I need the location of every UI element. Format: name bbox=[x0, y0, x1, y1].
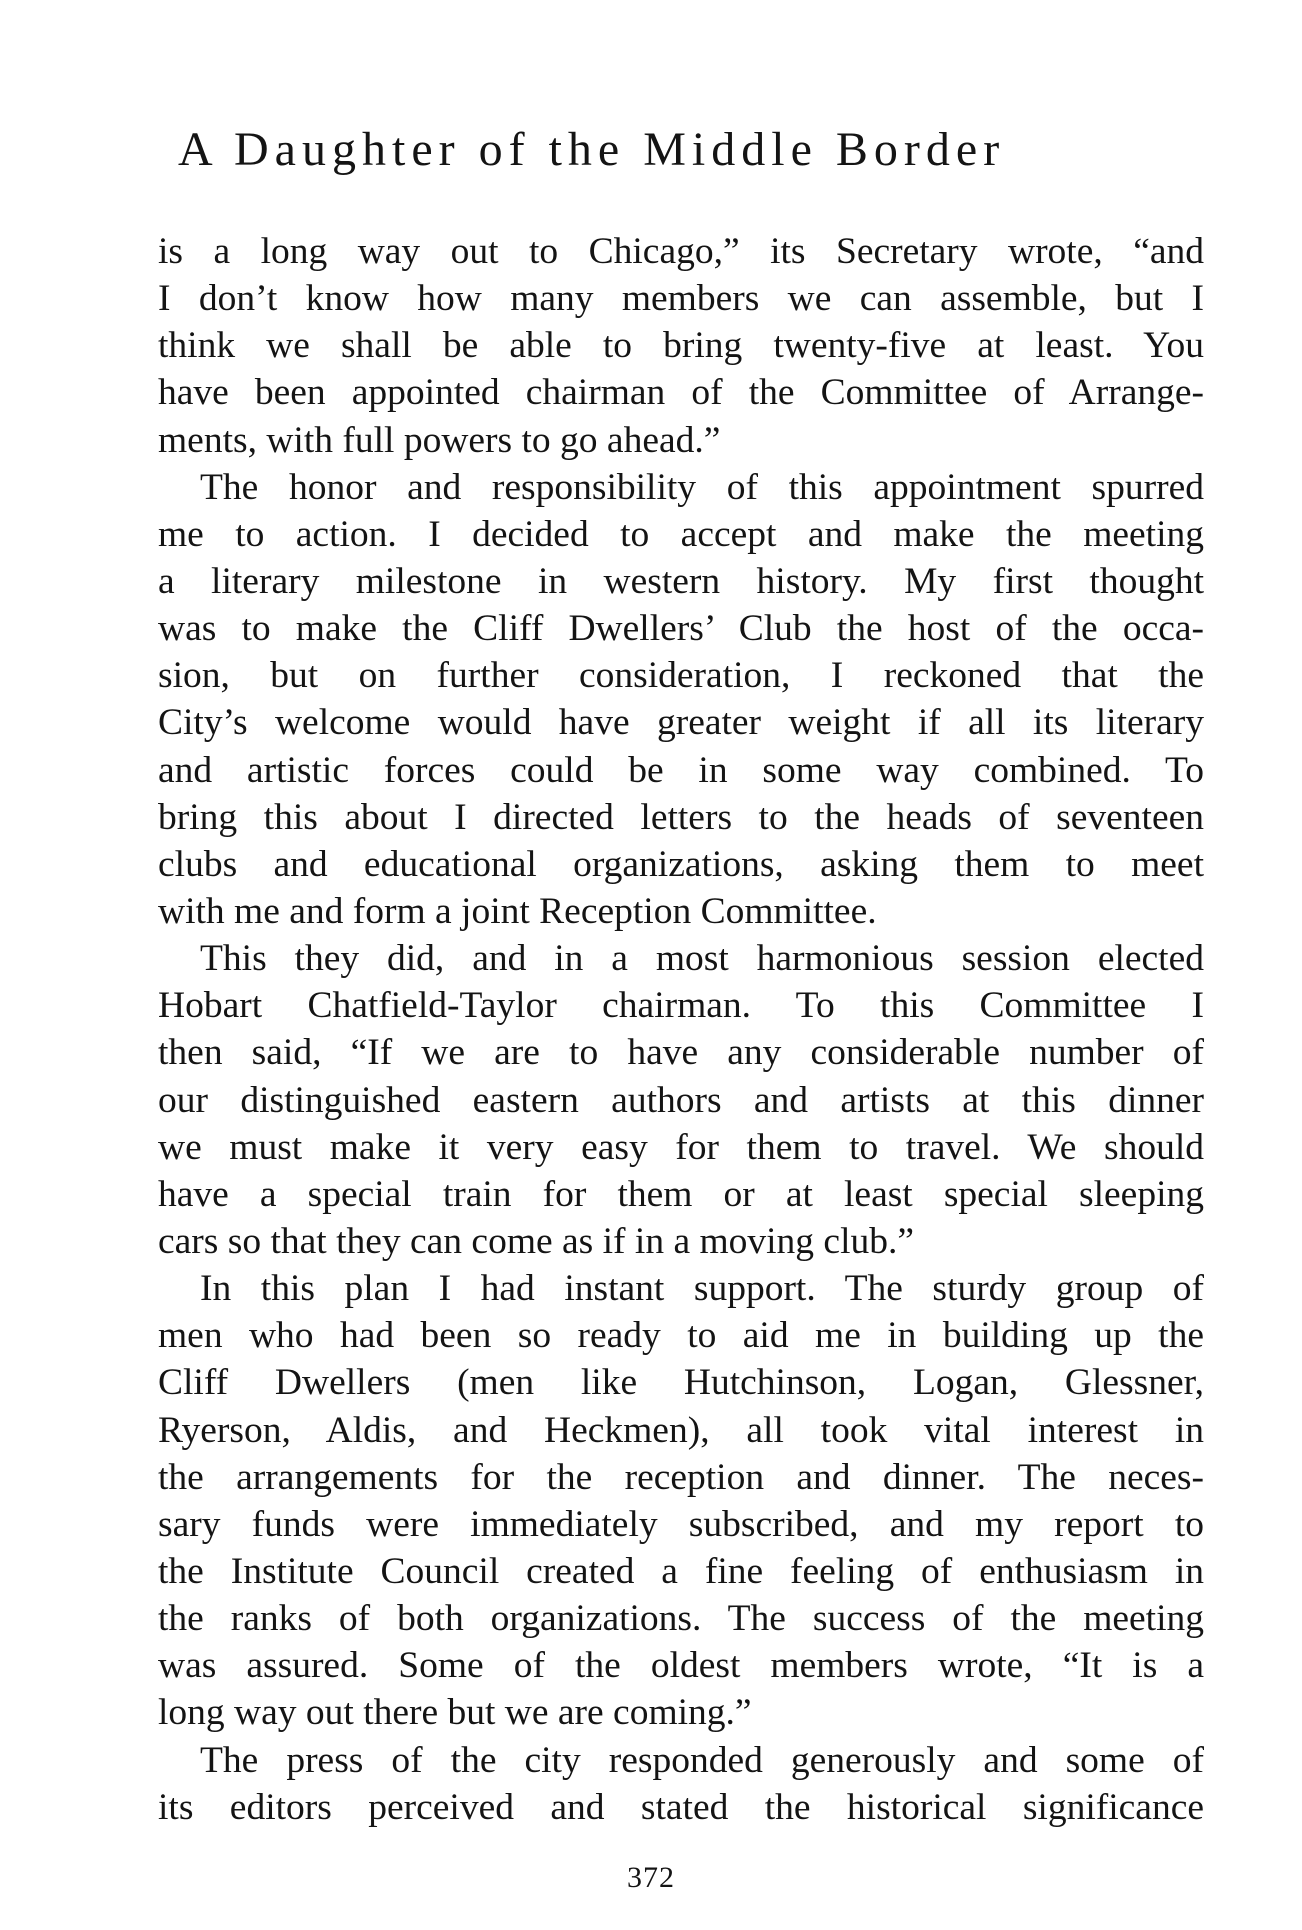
text-line: sary funds were immediately subscribed, and my report to bbox=[158, 1503, 1204, 1545]
body-text bbox=[158, 228, 1204, 1831]
text-line: ments, with full powers to go ahead.” bbox=[158, 419, 721, 461]
text-line: we must make it very easy for them to travel. We should bbox=[158, 1126, 1204, 1168]
text-line: the Institute Council created a fine feeling of enthusiasm in bbox=[158, 1550, 1204, 1592]
page-number: 372 bbox=[627, 1861, 675, 1894]
text-line: The press of the city responded generously and some of bbox=[200, 1739, 1204, 1781]
text-line: Ryerson, Aldis, and Heckmen), all took vital interest in bbox=[158, 1409, 1204, 1451]
text-line: the ranks of both organizations. The success of the meeting bbox=[158, 1598, 1204, 1640]
text-line: was assured. Some of the oldest members wrote, “It is a bbox=[158, 1645, 1204, 1687]
running-head: A Daughter of the Middle Border bbox=[178, 123, 1006, 176]
text-line: is a long way out to Chicago,” its Secretary wrote, “and bbox=[158, 231, 1204, 272]
text-line: and artistic forces could be in some way combined. To bbox=[158, 749, 1204, 791]
text-line: I don’t know how many members we can assemble, but I bbox=[158, 278, 1204, 320]
text-line: clubs and educational organizations, asking them to meet bbox=[158, 843, 1204, 885]
text-line: In this plan I had instant support. The sturdy group of bbox=[200, 1268, 1204, 1310]
text-line: cars so that they can come as if in a moving club.” bbox=[158, 1220, 915, 1262]
text-line: City’s welcome would have greater weight if all its literary bbox=[158, 702, 1204, 744]
text-line: the arrangements for the reception and dinner. The neces- bbox=[158, 1456, 1204, 1498]
text-line: was to make the Cliff Dwellers’ Club the host of the occa- bbox=[158, 608, 1204, 650]
text-line: The honor and responsibility of this appointment spurred bbox=[200, 466, 1204, 508]
text-line: its editors perceived and stated the historical significance bbox=[158, 1786, 1204, 1828]
text-line: bring this about I directed letters to the heads of seventeen bbox=[158, 796, 1204, 838]
text-line: with me and form a joint Reception Committee. bbox=[158, 890, 877, 932]
text-line: men who had been so ready to aid me in building up the bbox=[158, 1315, 1204, 1357]
text-line: then said, “If we are to have any considerable number of bbox=[158, 1032, 1204, 1074]
text-line: This they did, and in a most harmonious session elected bbox=[200, 938, 1204, 980]
text-line: our distinguished eastern authors and artists at this dinner bbox=[158, 1079, 1204, 1121]
text-line: a literary milestone in western history. My first thought bbox=[158, 560, 1204, 602]
text-line: have a special train for them or at least special sleeping bbox=[158, 1173, 1204, 1215]
text-line: Hobart Chatfield-Taylor chairman. To this Committee I bbox=[158, 985, 1204, 1027]
text-line: have been appointed chairman of the Committee of Arrange- bbox=[158, 372, 1204, 414]
text-line: think we shall be able to bring twenty-five at least. You bbox=[158, 325, 1204, 367]
text-line: long way out there but we are coming.” bbox=[158, 1692, 752, 1734]
text-line: Cliff Dwellers (men like Hutchinson, Logan, Glessner, bbox=[158, 1362, 1204, 1404]
text-line: me to action. I decided to accept and make the meeting bbox=[158, 513, 1204, 555]
text-line: sion, but on further consideration, I reckoned that the bbox=[158, 655, 1204, 697]
